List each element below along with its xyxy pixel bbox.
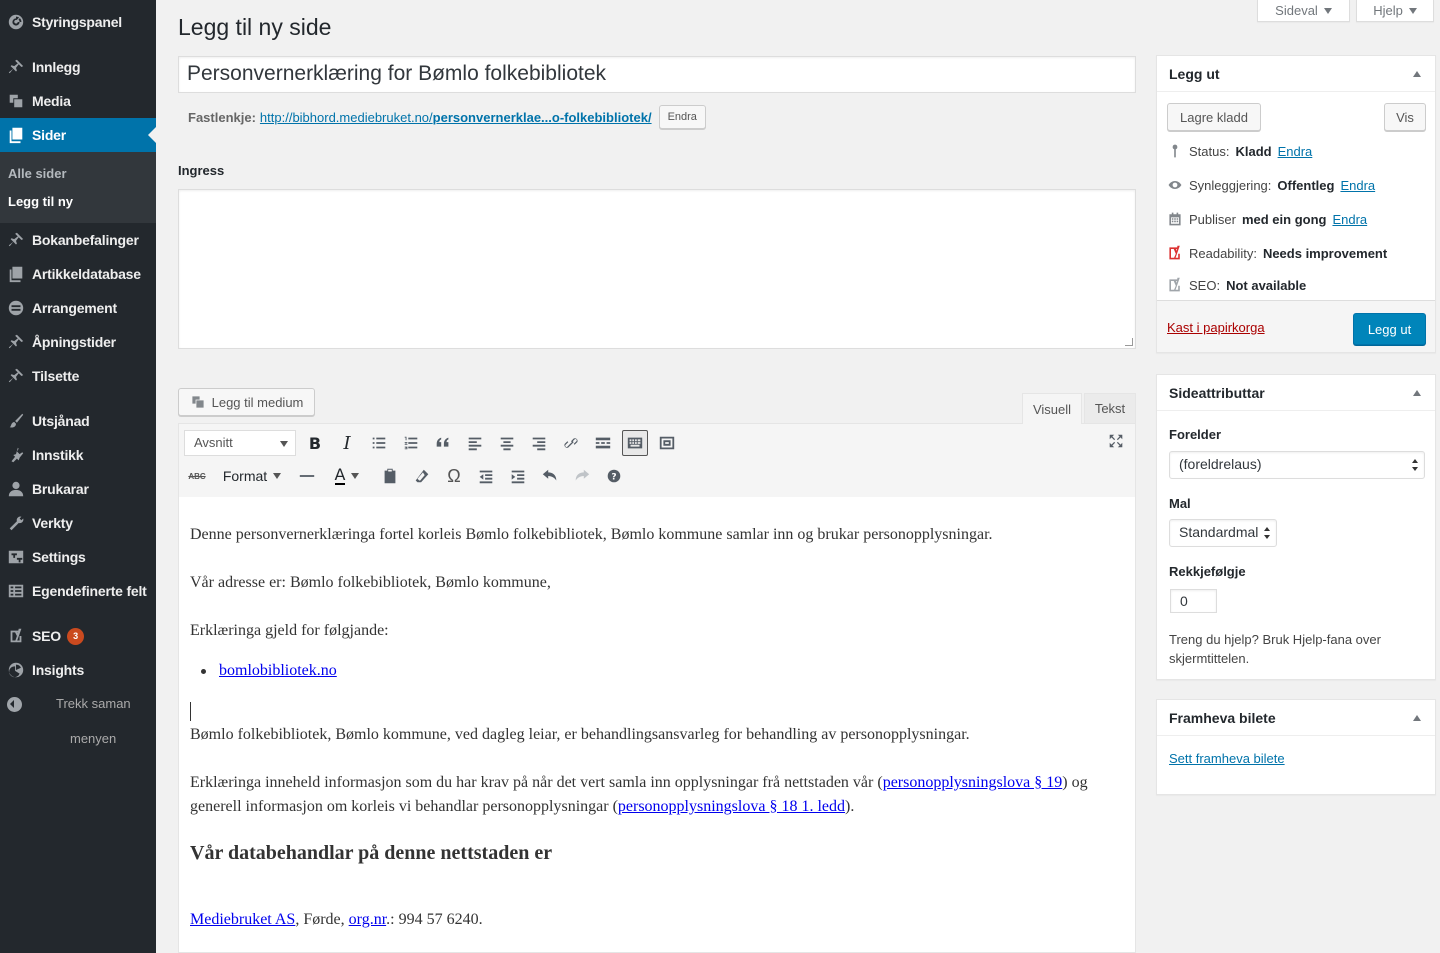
align-left-icon xyxy=(466,434,484,452)
pages-submenu xyxy=(0,152,156,223)
block-format-select[interactable]: Avsnitt xyxy=(184,430,296,456)
edit-schedule-link[interactable]: Endra xyxy=(1332,211,1368,227)
preview-button[interactable]: Vis xyxy=(1384,103,1426,131)
align-right-button[interactable] xyxy=(526,430,552,456)
menu-label: SEO xyxy=(32,628,61,644)
menu-item-hours[interactable] xyxy=(0,325,156,359)
readability-value: Needs improvement xyxy=(1262,245,1388,261)
fullscreen-button[interactable] xyxy=(1103,428,1129,454)
table-icon xyxy=(0,582,32,600)
paragraph-address: Vår adresse er: Bømlo folkebibliotek, Bømlo kommune, xyxy=(190,574,551,591)
plugin-icon xyxy=(0,446,32,464)
publish-button[interactable]: Legg ut xyxy=(1353,313,1426,345)
undo-icon xyxy=(541,467,559,485)
status-label: Status: xyxy=(1189,143,1230,159)
parent-value: (foreldrelaus) xyxy=(1179,456,1262,472)
menu-label: Brukarar xyxy=(32,481,89,497)
quote-icon xyxy=(434,434,452,452)
text-color-icon: A xyxy=(334,465,346,484)
order-input[interactable]: 0 xyxy=(1170,589,1217,613)
collapse-label: Trekk saman xyxy=(56,696,131,711)
text-cursor xyxy=(190,702,191,721)
help-tab-button[interactable] xyxy=(1356,0,1434,22)
paragraph-1: Denne personvernerklæringa fortel korleis Bømlo folkebibliotek, Bømlo kommune samlar inn og brukar personopplysningar. xyxy=(190,526,993,543)
align-right-icon xyxy=(530,434,548,452)
clipboard-icon xyxy=(381,467,399,485)
bullet-list-icon xyxy=(370,434,388,452)
featured-image-box xyxy=(1156,699,1436,795)
wrench-icon xyxy=(0,514,32,532)
indent-icon xyxy=(509,467,527,485)
menu-label: Innstikk xyxy=(32,447,84,463)
paste-text-button[interactable] xyxy=(377,463,403,489)
orgnr-link[interactable]: org.nr xyxy=(348,911,387,928)
page-attributes-header[interactable] xyxy=(1157,375,1435,411)
menu-label: Media xyxy=(32,93,71,109)
permalink-link[interactable] xyxy=(260,110,652,125)
menu-label: Insights xyxy=(32,662,85,678)
text-run: ). xyxy=(844,798,855,815)
format-menu-button[interactable] xyxy=(218,463,286,489)
menu-item-insights[interactable] xyxy=(0,653,156,687)
schedule-row xyxy=(1167,211,1367,227)
admin-menu xyxy=(0,0,156,953)
fullscreen-icon xyxy=(1107,432,1125,450)
permalink-row xyxy=(188,105,706,129)
menu-item-events[interactable] xyxy=(0,291,156,325)
paragraph-processor xyxy=(190,908,1130,932)
text-run: Erklæringa inneheld informasjon som du har krav på når det vert samla inn opplysningar frå nettstaden vår ( xyxy=(190,774,883,791)
seo-value: Not available xyxy=(1226,277,1307,293)
parent-label: Forelder xyxy=(1169,427,1222,442)
select-arrows-icon xyxy=(1412,459,1418,471)
seo-notification-badge: 3 xyxy=(67,628,84,645)
help-label: Hjelp xyxy=(1373,3,1403,18)
submenu-add-new[interactable]: Legg til ny xyxy=(8,194,73,209)
template-label: Mal xyxy=(1169,496,1191,511)
paragraph-information xyxy=(190,771,1130,819)
italic-button[interactable]: I xyxy=(343,432,351,454)
text-run: ) og generell informasjon om korleis vi behandlar personopplysningar ( xyxy=(190,774,1088,815)
blockquote-button[interactable] xyxy=(430,430,456,456)
publish-box-header[interactable] xyxy=(1157,56,1435,92)
publish-box-title: Legg ut xyxy=(1169,65,1220,82)
featured-image-header[interactable] xyxy=(1157,700,1435,736)
law-link-19[interactable]: personopplysningslova § 19 xyxy=(882,774,1063,791)
media-embed-button[interactable] xyxy=(654,430,680,456)
chevron-down-icon xyxy=(1324,8,1332,14)
help-text-line: Treng du hjelp? Bruk Hjelp-fana over xyxy=(1169,632,1381,647)
page-attributes-box xyxy=(1156,374,1436,680)
menu-item-users[interactable] xyxy=(0,472,156,506)
page-title: Legg til ny side xyxy=(178,14,332,40)
screen-options-button[interactable] xyxy=(1257,0,1350,22)
screen-options-label: Sideval xyxy=(1275,3,1318,18)
indent-button[interactable] xyxy=(505,463,531,489)
clear-formatting-button[interactable] xyxy=(409,463,435,489)
menu-item-pages[interactable] xyxy=(0,118,156,152)
menu-label: Settings xyxy=(32,549,86,565)
pin-icon xyxy=(0,333,32,351)
site-link[interactable]: bomlobibliotek.no xyxy=(219,662,337,679)
insights-icon xyxy=(0,661,32,679)
eraser-icon xyxy=(413,467,431,485)
outdent-button[interactable] xyxy=(473,463,499,489)
permalink-edit-button[interactable]: Endra xyxy=(659,105,706,129)
law-link-18[interactable]: personopplysningslova § 18 1. ledd xyxy=(617,798,845,815)
pin-icon xyxy=(0,58,32,76)
seo-label: SEO: xyxy=(1189,277,1221,293)
publish-box xyxy=(1156,55,1436,353)
template-value: Standardmal xyxy=(1179,524,1259,540)
menu-item-settings[interactable] xyxy=(0,540,156,574)
menu-item-articles[interactable] xyxy=(0,257,156,291)
paragraph-scope: Erklæringa gjeld for følgjande: xyxy=(190,622,389,639)
menu-label: Arrangement xyxy=(32,300,117,316)
publish-value: med ein gong xyxy=(1241,211,1327,227)
align-left-button[interactable] xyxy=(462,430,488,456)
menu-item-dashboard[interactable] xyxy=(0,5,156,39)
save-draft-button[interactable]: Lagre kladd xyxy=(1167,103,1261,131)
readability-label: Readability: xyxy=(1189,245,1257,261)
align-center-button[interactable] xyxy=(494,430,520,456)
help-icon xyxy=(605,467,623,485)
menu-label: Tilsette xyxy=(32,368,80,384)
menu-item-tools[interactable] xyxy=(0,506,156,540)
menu-label: Verkty xyxy=(32,515,73,531)
dashboard-icon xyxy=(0,13,32,31)
status-row xyxy=(1167,143,1312,159)
align-center-icon xyxy=(498,434,516,452)
bold-button[interactable]: B xyxy=(308,433,322,453)
format-menu-label: Format xyxy=(222,468,268,484)
redo-button[interactable] xyxy=(569,463,595,489)
menu-label: Utsjånad xyxy=(32,413,90,429)
permalink-base: http://bibhord.mediebruket.no/ xyxy=(259,109,433,125)
ingress-textarea[interactable] xyxy=(178,189,1136,349)
order-label: Rekkjefølgje xyxy=(1169,564,1246,579)
svg-text:?: ? xyxy=(611,472,617,483)
text-run: .: 994 57 6240. xyxy=(386,911,483,928)
set-featured-image-link[interactable]: Sett framheva bilete xyxy=(1169,751,1285,766)
strikethrough-button[interactable]: ABC xyxy=(188,471,206,481)
add-media-button[interactable] xyxy=(178,388,315,416)
eye-icon xyxy=(1167,177,1183,193)
collapse-toggle-icon[interactable] xyxy=(1413,715,1421,721)
calendar-icon xyxy=(1167,211,1183,227)
outdent-icon xyxy=(477,467,495,485)
menu-label: Egendefinerte felt xyxy=(32,583,147,599)
menu-item-plugins[interactable] xyxy=(0,438,156,472)
paragraph-controller: Bømlo folkebibliotek, Bømlo kommune, ved dagleg leiar, er behandlingsansvarleg for behandling av personopplysningar. xyxy=(190,726,970,743)
user-icon xyxy=(0,480,32,498)
visibility-row xyxy=(1167,177,1375,193)
toolbar-toggle-button[interactable] xyxy=(622,430,648,456)
post-title-input[interactable]: Personvernerklæring for Bømlo folkebibliotek xyxy=(178,56,1136,93)
redo-icon xyxy=(573,467,591,485)
chevron-down-icon xyxy=(351,473,359,479)
yoast-seo-icon xyxy=(1167,277,1183,293)
chevron-down-icon xyxy=(1409,8,1417,14)
menu-item-appearance[interactable] xyxy=(0,404,156,438)
pages-icon xyxy=(0,126,32,144)
collapse-arrow-icon xyxy=(7,697,22,712)
heading-processor: Vår databehandlar på denne nettstaden er xyxy=(190,842,553,864)
select-arrows-icon xyxy=(1264,527,1270,539)
settings-icon xyxy=(0,548,32,566)
calendar-globe-icon xyxy=(0,299,32,317)
add-media-label: Legg til medium xyxy=(211,394,304,410)
media-icon xyxy=(190,394,206,410)
status-value: Kladd xyxy=(1235,143,1272,159)
tab-visual[interactable]: Visuell xyxy=(1022,393,1082,424)
keyboard-shortcuts-button[interactable] xyxy=(601,463,627,489)
featured-image-title: Framheva bilete xyxy=(1169,709,1276,726)
menu-item-recommendations[interactable] xyxy=(0,223,156,257)
read-more-button[interactable] xyxy=(590,430,616,456)
special-character-button[interactable]: Ω xyxy=(447,465,461,486)
permalink-label: Fastlenkje: xyxy=(188,109,256,125)
link-icon xyxy=(562,434,580,452)
visibility-label: Synleggjering: xyxy=(1189,177,1272,193)
menu-item-posts[interactable] xyxy=(0,50,156,84)
bullet-list-button[interactable] xyxy=(366,430,392,456)
editor-content[interactable] xyxy=(178,497,1136,953)
collapse-toggle-icon[interactable] xyxy=(1413,390,1421,396)
tab-text[interactable]: Tekst xyxy=(1084,393,1136,423)
menu-label: Artikkeldatabase xyxy=(32,266,141,282)
submenu-all-pages[interactable]: Alle sider xyxy=(8,166,67,181)
edit-status-link[interactable]: Endra xyxy=(1277,143,1313,159)
ingress-label: Ingress xyxy=(178,163,225,178)
text-color-button[interactable] xyxy=(326,463,368,489)
pin-icon xyxy=(1167,143,1183,159)
page-attributes-title: Sideattributtar xyxy=(1169,384,1265,401)
keyboard-icon xyxy=(626,434,644,452)
yoast-readability-icon xyxy=(1167,245,1183,261)
readability-row xyxy=(1167,245,1387,261)
menu-item-custom-fields[interactable] xyxy=(0,574,156,608)
publish-actions xyxy=(1157,300,1435,352)
visibility-value: Offentleg xyxy=(1277,177,1335,193)
seo-row xyxy=(1167,277,1306,293)
menu-label: Åpningstider xyxy=(32,334,116,350)
bullet-icon xyxy=(201,669,206,674)
menu-item-media[interactable] xyxy=(0,84,156,118)
help-text-line: skjermtittelen. xyxy=(1169,651,1250,666)
yoast-icon xyxy=(0,627,32,645)
chevron-down-icon xyxy=(273,473,281,479)
pages-icon xyxy=(0,265,32,283)
trash-link[interactable]: Kast i papirkorga xyxy=(1167,320,1265,335)
insert-link-button[interactable] xyxy=(558,430,584,456)
menu-label: Sider xyxy=(32,127,67,143)
permalink-slug: personvernerklae...o-folkebibliotek/ xyxy=(432,109,652,125)
menu-item-staff[interactable] xyxy=(0,359,156,393)
numbered-list-icon xyxy=(402,434,420,452)
pin-icon xyxy=(0,367,32,385)
menu-label: Innlegg xyxy=(32,59,81,75)
pin-icon xyxy=(0,231,32,249)
resize-handle[interactable] xyxy=(1125,338,1133,346)
collapse-label-2: menyen xyxy=(70,731,117,746)
parent-select[interactable] xyxy=(1169,451,1425,479)
brush-icon xyxy=(0,412,32,430)
media-icon xyxy=(0,92,32,110)
image-frame-icon xyxy=(658,434,676,452)
text-run: , Førde, xyxy=(295,911,349,928)
mediebruket-link[interactable]: Mediebruket AS xyxy=(190,911,296,928)
menu-label: Bokanbefalinger xyxy=(32,232,139,248)
undo-button[interactable] xyxy=(537,463,563,489)
horizontal-line-button[interactable] xyxy=(294,463,320,489)
read-more-icon xyxy=(594,434,612,452)
help-text xyxy=(1169,630,1381,668)
menu-label: Styringspanel xyxy=(32,14,122,30)
publish-label: Publiser xyxy=(1189,211,1236,227)
horizontal-rule-icon xyxy=(298,467,316,485)
menu-item-seo[interactable] xyxy=(0,619,156,653)
numbered-list-button[interactable] xyxy=(398,430,424,456)
edit-visibility-link[interactable]: Endra xyxy=(1340,177,1376,193)
template-select[interactable] xyxy=(1169,519,1277,547)
collapse-toggle-icon[interactable] xyxy=(1413,71,1421,77)
list-item xyxy=(213,659,1153,683)
